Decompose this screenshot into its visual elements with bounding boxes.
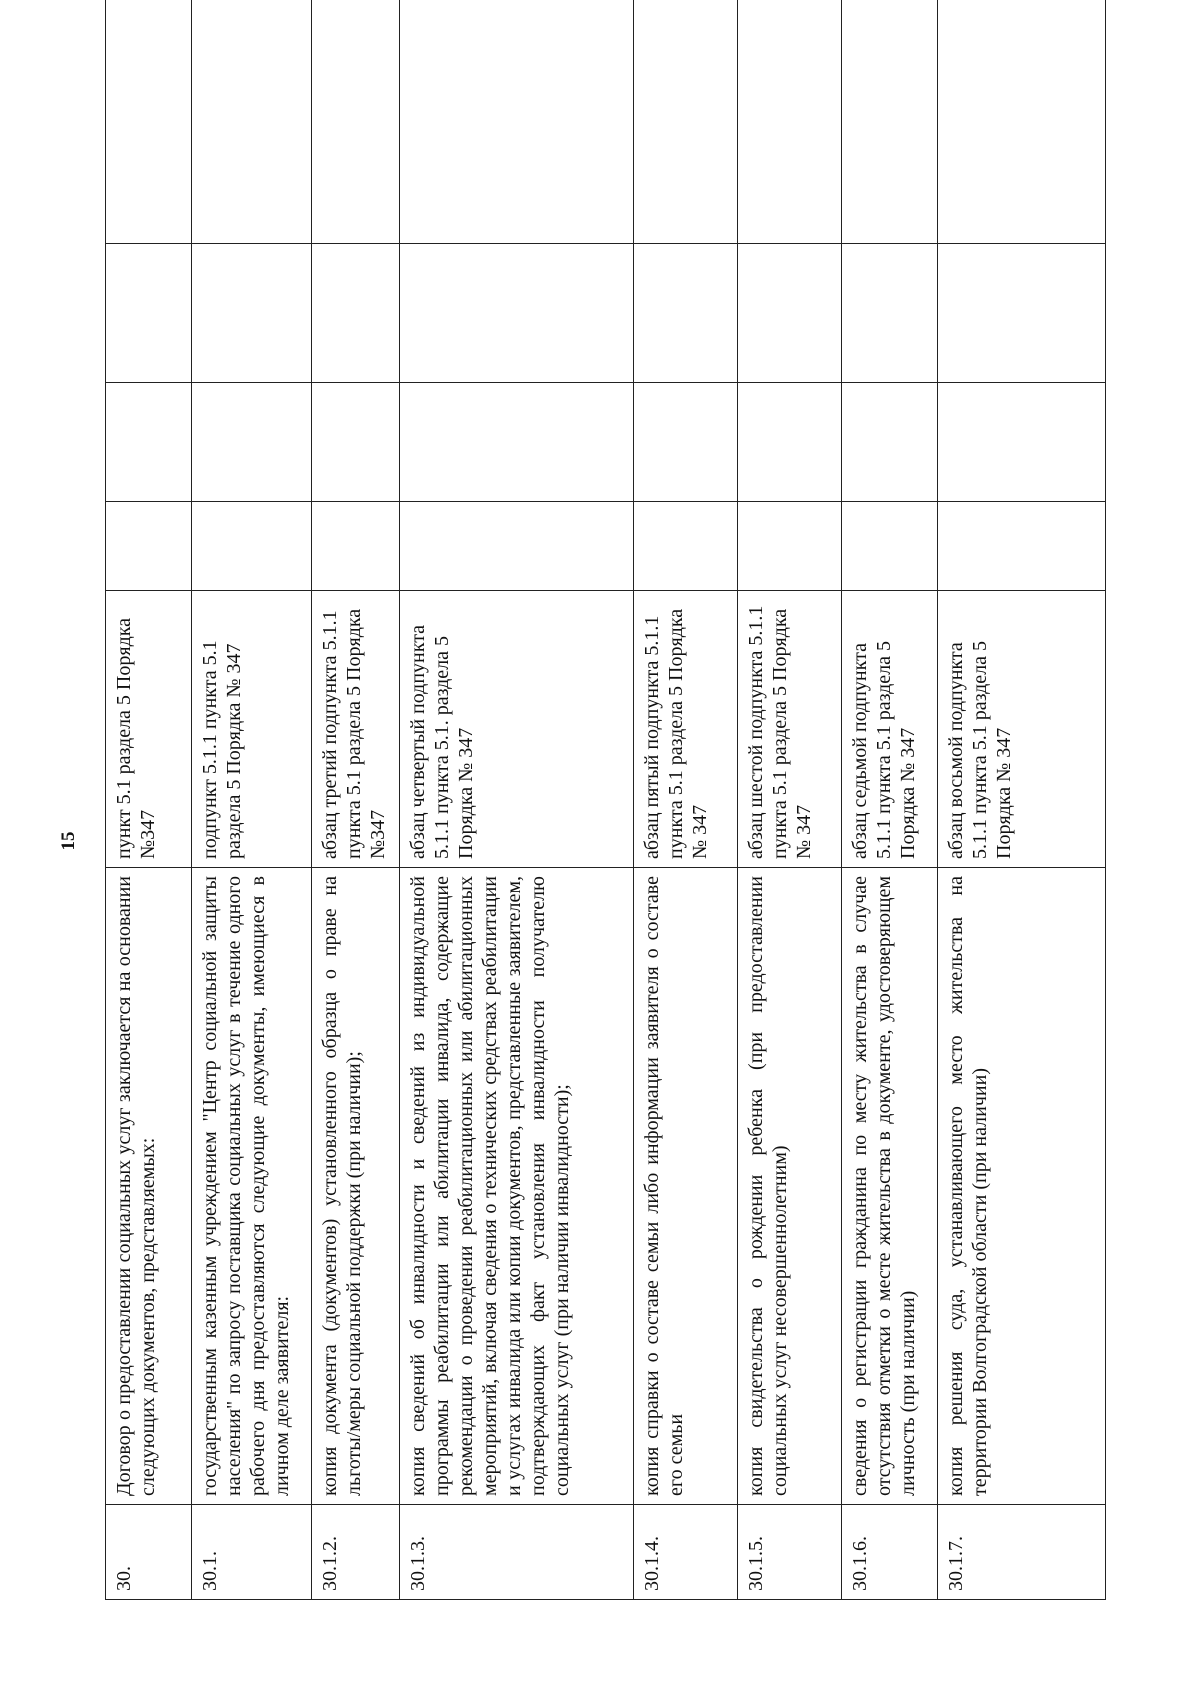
table-row (842, 0, 938, 1600)
row-number: 30. (106, 1505, 192, 1600)
row-number: 30.1.4. (634, 1505, 738, 1600)
empty-cell (634, 383, 738, 502)
row-number: 30.1.6. (842, 1505, 938, 1600)
row-description: копия свидетельства о рождении ребенка (при предоставлении социальных услуг несовершеннолетним) (738, 868, 842, 1505)
empty-cell (842, 244, 938, 383)
empty-cell (106, 383, 192, 502)
row-reference: абзац третий подпункта 5.1.1 пункта 5.1 раздела 5 Порядка №347 (312, 591, 400, 868)
row-number: 30.1.7. (938, 1505, 1106, 1600)
row-reference: пункт 5.1 раздела 5 Порядка №347 (106, 591, 192, 868)
empty-cell (842, 0, 938, 244)
row-number: 30.1.2. (312, 1505, 400, 1600)
empty-cell (938, 0, 1106, 244)
empty-cell (312, 383, 400, 502)
empty-cell (634, 0, 738, 244)
empty-cell (192, 0, 312, 244)
row-reference: подпункт 5.1.1 пункта 5.1 раздела 5 Порядка № 347 (192, 591, 312, 868)
row-number: 30.1. (192, 1505, 312, 1600)
empty-cell (312, 502, 400, 591)
row-description: копия справки о составе семьи либо информации заявителя о составе его семьи (634, 868, 738, 1505)
requirements-table (105, 0, 1106, 1600)
row-description: копия решения суда, устанавливающего место жительства на территории Волгоградской области (при наличии) (938, 868, 1106, 1505)
row-reference: абзац восьмой подпункта 5.1.1 пункта 5.1 раздела 5 Порядка № 347 (938, 591, 1106, 868)
row-reference: абзац четвертый подпункта 5.1.1 пункта 5.1. раздела 5 Порядка № 347 (400, 591, 634, 868)
table-row (938, 0, 1106, 1600)
table-row (106, 0, 192, 1600)
empty-cell (738, 383, 842, 502)
table-row (400, 0, 634, 1600)
table-body (106, 0, 1106, 1600)
table-row (634, 0, 738, 1600)
empty-cell (312, 244, 400, 383)
page-number: 15 (58, 831, 79, 851)
empty-cell (938, 502, 1106, 591)
row-description: Договор о предоставлении социальных услуг заключается на основании следующих документов, представляемых: (106, 868, 192, 1505)
empty-cell (938, 383, 1106, 502)
row-reference: абзац шестой подпункта 5.1.1 пункта 5.1 раздела 5 Порядка № 347 (738, 591, 842, 868)
empty-cell (400, 383, 634, 502)
empty-cell (738, 0, 842, 244)
row-reference: абзац седьмой подпункта 5.1.1 пункта 5.1 раздела 5 Порядка № 347 (842, 591, 938, 868)
empty-cell (938, 244, 1106, 383)
empty-cell (106, 244, 192, 383)
empty-cell (400, 244, 634, 383)
row-reference: абзац пятый подпункта 5.1.1 пункта 5.1 раздела 5 Порядка № 347 (634, 591, 738, 868)
empty-cell (738, 502, 842, 591)
empty-cell (312, 0, 400, 244)
empty-cell (634, 502, 738, 591)
empty-cell (192, 502, 312, 591)
empty-cell (400, 0, 634, 244)
empty-cell (106, 502, 192, 591)
row-number: 30.1.5. (738, 1505, 842, 1600)
table-row (192, 0, 312, 1600)
table-row (312, 0, 400, 1600)
row-description: сведения о регистрации гражданина по месту жительства в случае отсутствия отметки о месте жительства в документе, удостоверяющем личность (при наличии) (842, 868, 938, 1505)
empty-cell (634, 244, 738, 383)
row-description: копия сведений об инвалидности и сведений из индивидуальной программы реабилитации или абилитации инвалида, содержащие рекомендации о проведении реабилитационных или абилитационных мероприятий, включая сведения о технических средствах реабилитации и услугах инвалида или копии документов, представленные заявителем, подтверждающих факт установления инвалидности получателю социальных услуг (при наличии инвалидности); (400, 868, 634, 1505)
row-description: копия документа (документов) установленного образца о праве на льготы/меры социальной поддержки (при наличии); (312, 868, 400, 1505)
row-number: 30.1.3. (400, 1505, 634, 1600)
empty-cell (192, 383, 312, 502)
empty-cell (400, 502, 634, 591)
rotated-document (105, 20, 1105, 1600)
empty-cell (842, 502, 938, 591)
row-description: государственным казенным учреждением "Центр социальной защиты населения" по запросу поставщика социальных услуг в течение одного рабочего дня предоставляются следующие документы, имеющиеся в личном деле заявителя: (192, 868, 312, 1505)
empty-cell (192, 244, 312, 383)
empty-cell (106, 0, 192, 244)
table-row (738, 0, 842, 1600)
empty-cell (842, 383, 938, 502)
empty-cell (738, 244, 842, 383)
